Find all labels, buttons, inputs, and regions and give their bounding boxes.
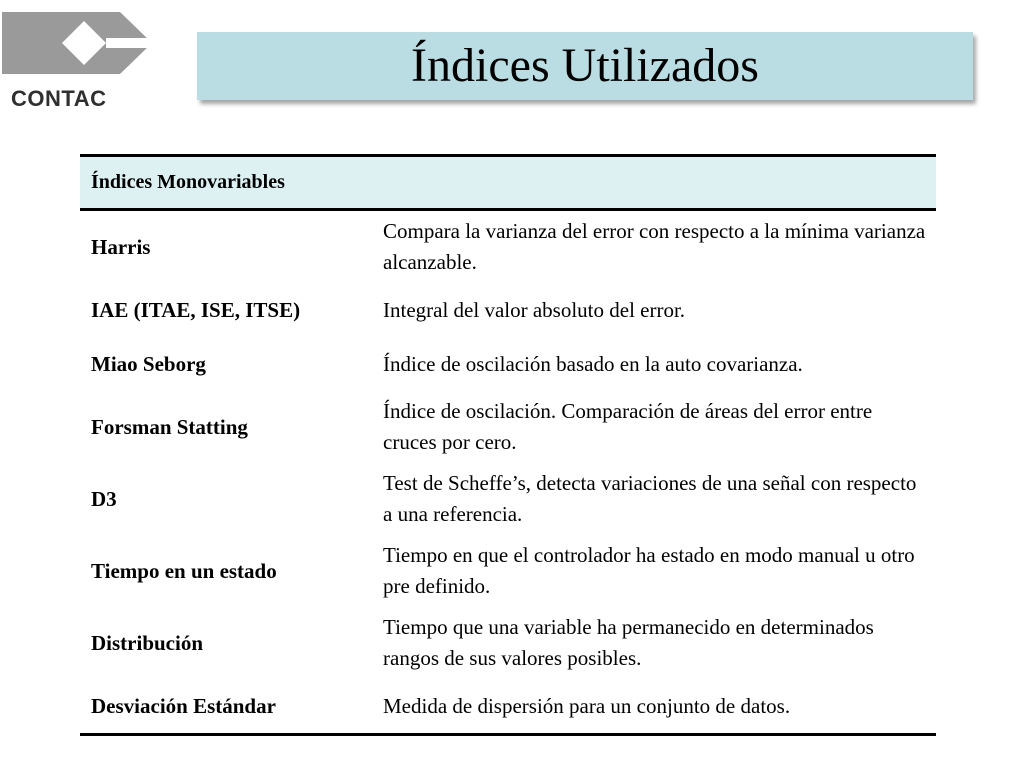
index-name: Miao Seborg — [91, 351, 206, 376]
index-name: D3 — [91, 486, 117, 511]
contac-logo-mark-icon — [2, 12, 152, 74]
table-row — [80, 679, 936, 733]
index-name: Desviación Estándar — [91, 693, 276, 718]
table-row — [80, 391, 936, 463]
page-title: Índices Utilizados — [411, 39, 759, 92]
index-name: Distribución — [91, 630, 204, 655]
table-row — [80, 283, 936, 337]
title-banner — [197, 32, 973, 100]
index-name: Forsman Statting — [91, 414, 248, 439]
index-name: Tiempo en un estado — [91, 558, 277, 583]
table-row — [80, 337, 936, 391]
index-description: Tiempo que una variable ha permanecido en determinados rangos de sus valores posibles. — [383, 615, 874, 670]
index-description: Índice de oscilación. Comparación de áreas del error entre cruces por cero. — [383, 399, 873, 454]
indices-table — [80, 154, 936, 736]
table-row — [80, 535, 936, 607]
table-header-label: Índices Monovariables — [91, 171, 285, 193]
table-row — [80, 607, 936, 679]
table-header — [80, 157, 936, 211]
index-description: Tiempo en que el controlador ha estado en modo manual u otro pre definido. — [383, 543, 915, 598]
table-row — [80, 463, 936, 535]
contac-logo — [2, 12, 152, 112]
index-description: Índice de oscilación basado en la auto covarianza. — [383, 351, 803, 376]
index-description: Integral del valor absoluto del error. — [383, 297, 686, 322]
index-name: Harris — [91, 234, 151, 259]
index-description: Medida de dispersión para un conjunto de datos. — [383, 693, 791, 718]
logo-text: CONTAC — [11, 86, 107, 111]
index-description: Test de Scheffe’s, detecta variaciones de una señal con respecto a una referencia. — [383, 471, 917, 526]
index-description: Compara la varianza del error con respecto a la mínima varianza alcanzable. — [383, 219, 926, 274]
index-name: IAE (ITAE, ISE, ITSE) — [91, 297, 301, 322]
table-row — [80, 211, 936, 283]
